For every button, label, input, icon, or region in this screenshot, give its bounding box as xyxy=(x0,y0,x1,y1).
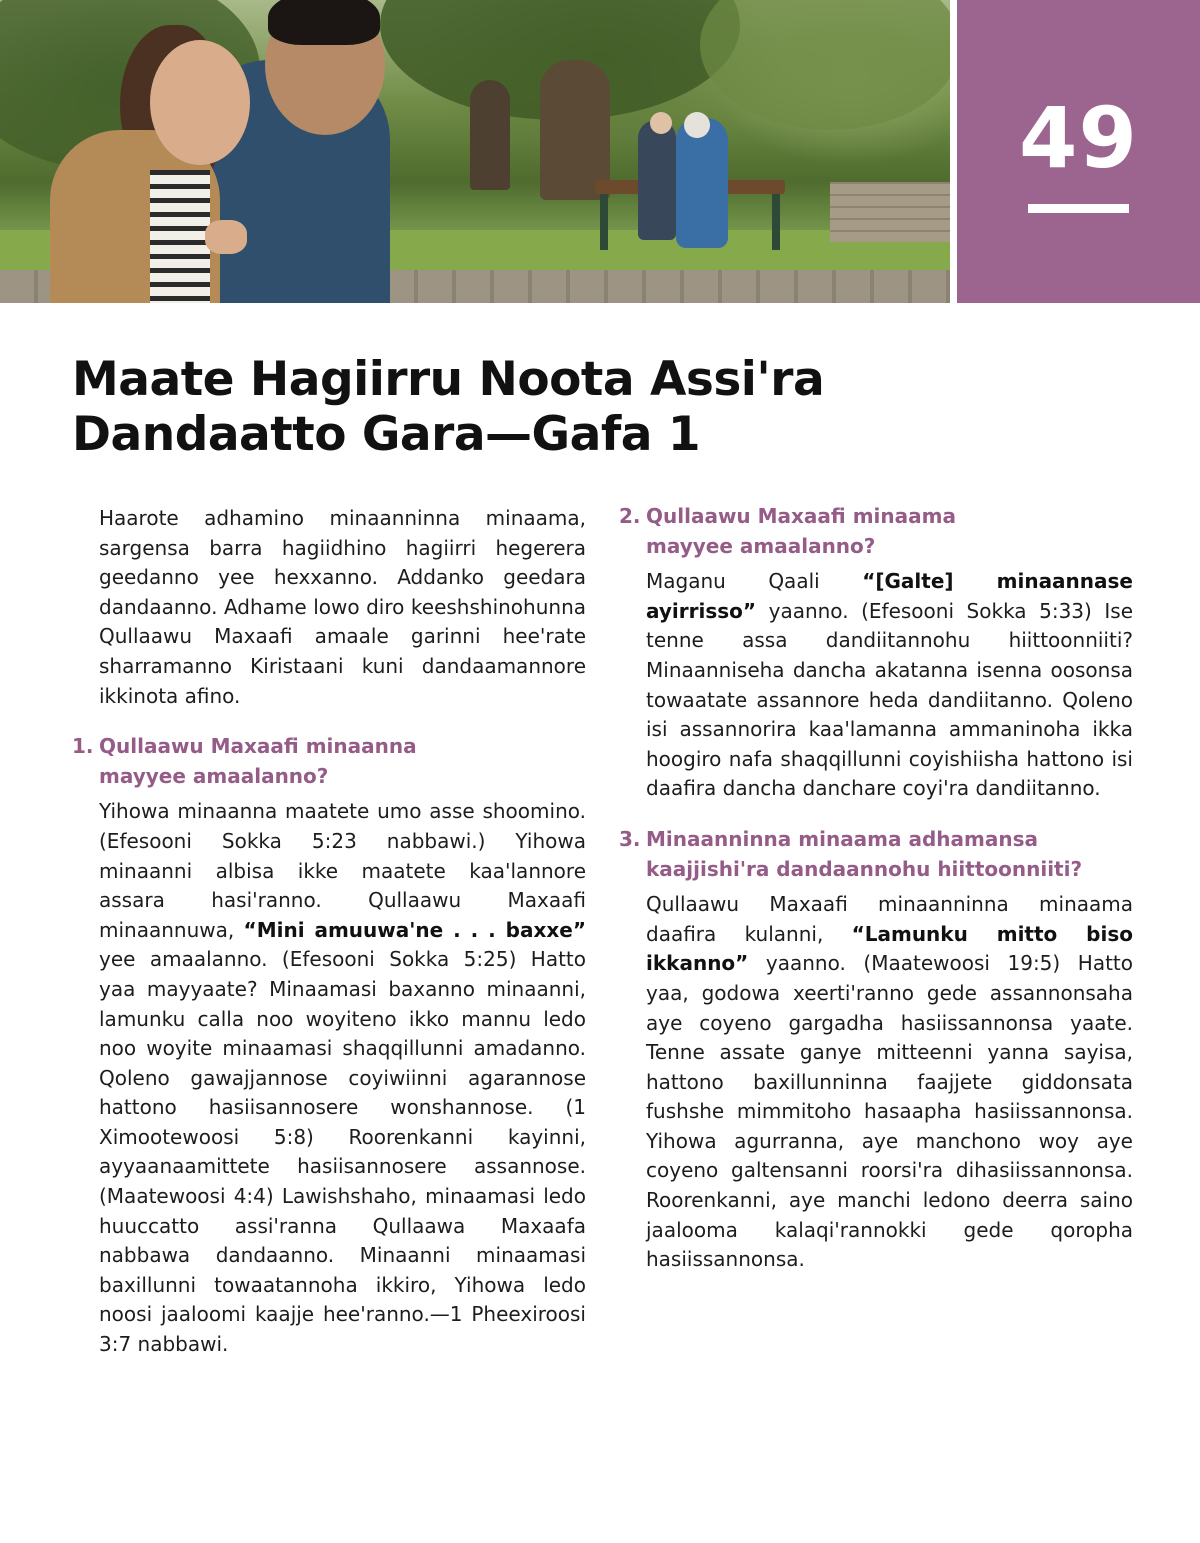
elderly-woman-figure xyxy=(676,118,728,248)
page-title xyxy=(72,352,1132,462)
elderly-man-head xyxy=(650,112,672,134)
lesson-number: 49 xyxy=(1019,89,1138,187)
elderly-man-figure xyxy=(638,120,676,240)
question-number: 1. xyxy=(72,734,94,759)
question-number: 2. xyxy=(619,504,641,528)
question-heading xyxy=(619,502,1133,561)
question-heading xyxy=(72,732,586,791)
elderly-woman-head xyxy=(684,112,710,138)
question-text: kaajjishi'ra dandaannohu hiittoonniiti? xyxy=(646,856,1083,881)
stone-wall xyxy=(830,182,950,242)
answer-text: Yihowa minaanna maatete umo asse shoomino. (Efesooni Sokka 5:23 nabbawi.) Yihowa minaanni albisa ikke maatete kaa'lannore assara hasi'ranno. Qullaawu Maxaafi minaannuwa, xyxy=(99,799,586,942)
left-column xyxy=(72,504,586,1360)
page-title-line: Maate Hagiirru Noota Assi'ra xyxy=(72,352,825,407)
question-heading xyxy=(619,825,1133,884)
question-text: mayyee amaalanno? xyxy=(99,763,329,788)
question-text: mayyee amaalanno? xyxy=(646,533,876,558)
answer-paragraph xyxy=(619,890,1133,1275)
answer-text: yaanno. (Maatewoosi 19:5) Hatto yaa, godowa xeerti'ranno gede assannonsaha aye coyeno gargadha hasiissannonsa yaate. Tenne assate ganye mitteenni yanna sayisa, hattono baxillunninna faajjete giddonsata fushshe mimmitoho hasaapha hasiissannonsa. Yihowa agurranna, aye manchono woy aye coyeno galtensanni roorsi'ra dihasiissannonsa. Roorenkanni, aye manchi ledono deerra saino jaalooma kalaqi'rannokki gede qoropha hasiissannonsa. xyxy=(646,951,1133,1272)
tree-trunk xyxy=(540,60,610,200)
intro-paragraph: Haarote adhamino minaanninna minaama, sargensa barra hagiidhino hagiirri hegerera geedanno yee hexxanno. Addanko geedara dandaanno. Adhame lowo diro keeshshinohunna Qullaawu Maxaafi amaale garinni hee'rate sharramanno Kiristaani kuni dandaamannore ikkinota afino. xyxy=(99,506,586,708)
tree-canopy xyxy=(700,0,950,130)
young-man-hair xyxy=(268,0,380,45)
answer-paragraph xyxy=(619,567,1133,804)
hand xyxy=(205,220,247,254)
page-title-line: Dandaatto Gara—Gafa 1 xyxy=(72,407,701,462)
lesson-number-box xyxy=(957,0,1200,303)
hero-photo xyxy=(0,0,950,303)
question-text: Minaanninna minaama adhamansa xyxy=(646,826,1039,851)
lesson-number-underline xyxy=(1028,204,1129,213)
striped-shirt xyxy=(150,170,210,303)
right-column xyxy=(619,502,1133,1275)
answer-text: yee amaalanno. (Efesooni Sokka 5:25) Hatto yaa mayyaate? Minaamasi baxanno minaanni, lamunku calla noo woyiteno ikko mannu ledo noo woyite minaamasi shaqqillunni amadanno. Qoleno gawajjannose coyiwiinni agarannose hattono hasiisannosere wonshannose. (1 Ximootewoosi 5:8) Roorenkanni kayinni, ayyaanaamittete hasiisannosere assannose. (Maatewoosi 4:4) Lawishshaho, minaamasi ledo huuccatto assi'ranna Qullaawa Maxaafa nabbawa dandaanno. Minaanni minaamasi baxillunni towaatannoha ikkiro, Yihowa ledo noosi jaaloomi kaajje hee'ranno.—1 Pheexiroosi 3:7 nabbawi. xyxy=(99,947,586,1357)
young-woman-head xyxy=(150,40,250,165)
question-text: Qullaawu Maxaafi minaanna xyxy=(99,734,417,759)
answer-text: Qullaawu Maxaafi minaanninna minaama daafira kulanni, xyxy=(646,892,1133,946)
answer-text: Maganu Qaali xyxy=(646,569,863,594)
question-text: Qullaawu Maxaafi minaama xyxy=(646,504,956,528)
bold-quote: “Mini amuuwa'ne . . . baxxe” xyxy=(243,917,586,942)
question-number: 3. xyxy=(619,826,641,851)
answer-paragraph xyxy=(72,797,586,1359)
bold-quote: “Lamunku mitto biso ikkanno” xyxy=(646,921,1133,976)
tree-trunk xyxy=(470,80,510,190)
answer-text: yaanno. (Efesooni Sokka 5:33) Ise tenne assa dandiitannohu hiittoonniiti? Minaanniseha dancha akatanna isenna oosonsa towaatate assannore heda dandiitanno. Qoleno isi assannorira kaa'lamanna ammaninoha ikka hoogiro nafa shaqqillunni coyishiisha hattono isi daafira dancha danchare coyi'ra dandiitanno. xyxy=(646,598,1133,801)
bold-quote: “[Galte] minaannase ayirrisso” xyxy=(646,569,1133,623)
